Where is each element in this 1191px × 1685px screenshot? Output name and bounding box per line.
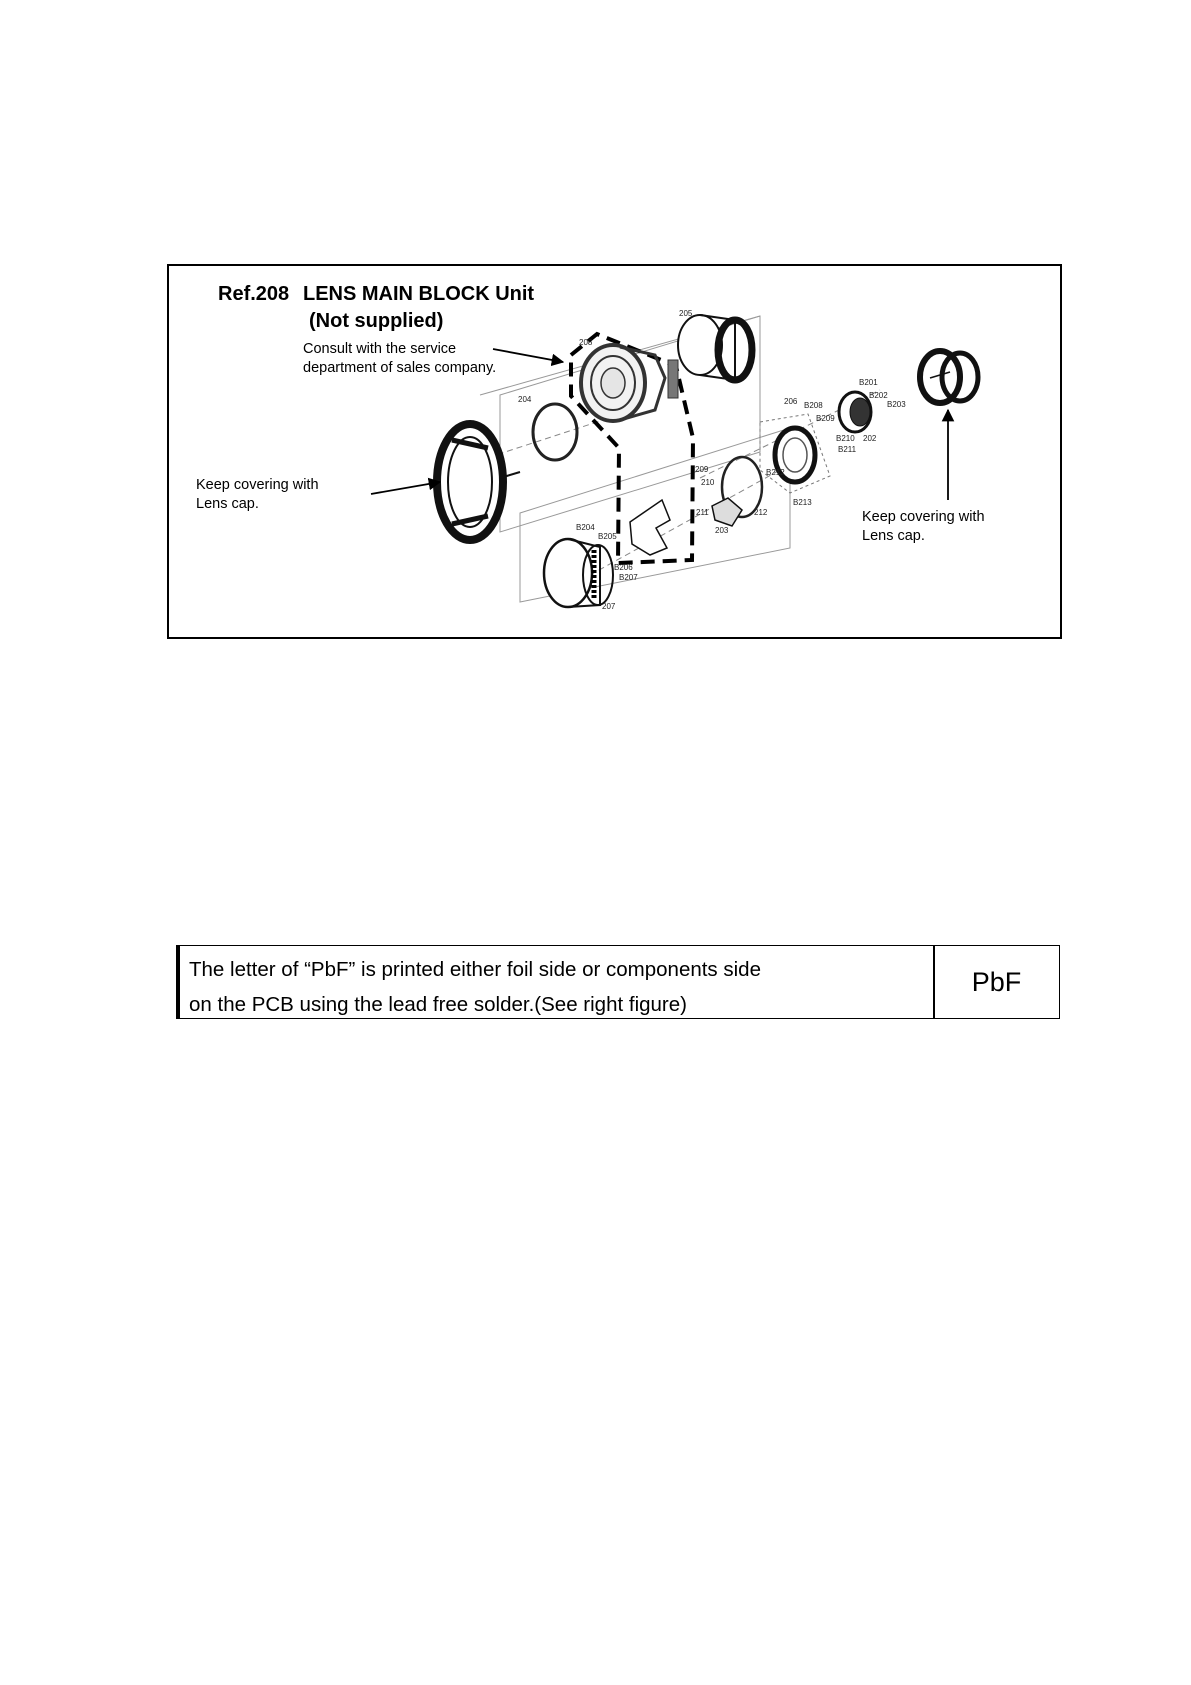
part-b201: B201: [859, 378, 878, 387]
pbf-notice-line1: The letter of “PbF” is printed either foil side or components side: [189, 958, 761, 981]
contact-block-202: [839, 392, 871, 432]
part-202: 202: [863, 434, 877, 443]
consult-note-line2: department of sales company.: [303, 360, 497, 376]
unit-title: LENS MAIN BLOCK Unit: [303, 283, 535, 305]
part-b208: B208: [804, 401, 823, 410]
consult-note-line1: Consult with the service: [303, 341, 457, 357]
mount-plate-206: [760, 414, 830, 493]
flex-bracket: [630, 500, 670, 555]
part-b213: B213: [793, 498, 812, 507]
part-207: 207: [602, 602, 616, 611]
part-206: 206: [784, 397, 798, 406]
part-211: 211: [696, 508, 709, 517]
bracket-203: [712, 498, 742, 526]
part-209: 209: [695, 465, 709, 474]
rear-ring-207: [544, 539, 613, 607]
part-b202: B202: [869, 391, 888, 400]
right-cap-note-line1: Keep covering with: [862, 509, 985, 525]
pbf-notice-box: [176, 945, 1060, 1019]
part-208: 208: [579, 338, 593, 347]
part-b211: B211: [838, 445, 857, 454]
pbf-box-left-bar: [177, 946, 180, 1018]
part-205: 205: [679, 309, 693, 318]
lens-cap-left: [437, 424, 520, 540]
part-b212: B212: [766, 468, 785, 477]
ref-label: Ref.208: [218, 283, 290, 305]
part-b209: B209: [816, 414, 835, 423]
right-cap-note-line2: Lens cap.: [862, 528, 925, 544]
rear-cap-right: [920, 351, 978, 403]
ring-204: [533, 404, 577, 460]
part-b210: B210: [836, 434, 855, 443]
part-212: 212: [754, 508, 768, 517]
left-cap-note-line2: Lens cap.: [196, 496, 259, 512]
part-b205: B205: [598, 532, 617, 541]
part-b203: B203: [887, 400, 906, 409]
pbf-notice-text: [189, 952, 761, 1022]
left-cap-note-line1: Keep covering with: [196, 477, 319, 493]
pbf-mark: PbF: [971, 966, 1022, 997]
hood-ring-205: [678, 315, 752, 380]
pbf-notice-line2: on the PCB using the lead free solder.(See right figure): [189, 993, 687, 1016]
part-b207: B207: [619, 573, 638, 582]
lens-main-block: [581, 345, 678, 421]
part-203: 203: [715, 526, 729, 535]
supply-note: (Not supplied): [309, 310, 444, 332]
part-b206: B206: [614, 563, 633, 572]
part-204: 204: [518, 395, 532, 404]
part-210: 210: [701, 478, 715, 487]
part-b204: B204: [576, 523, 595, 532]
